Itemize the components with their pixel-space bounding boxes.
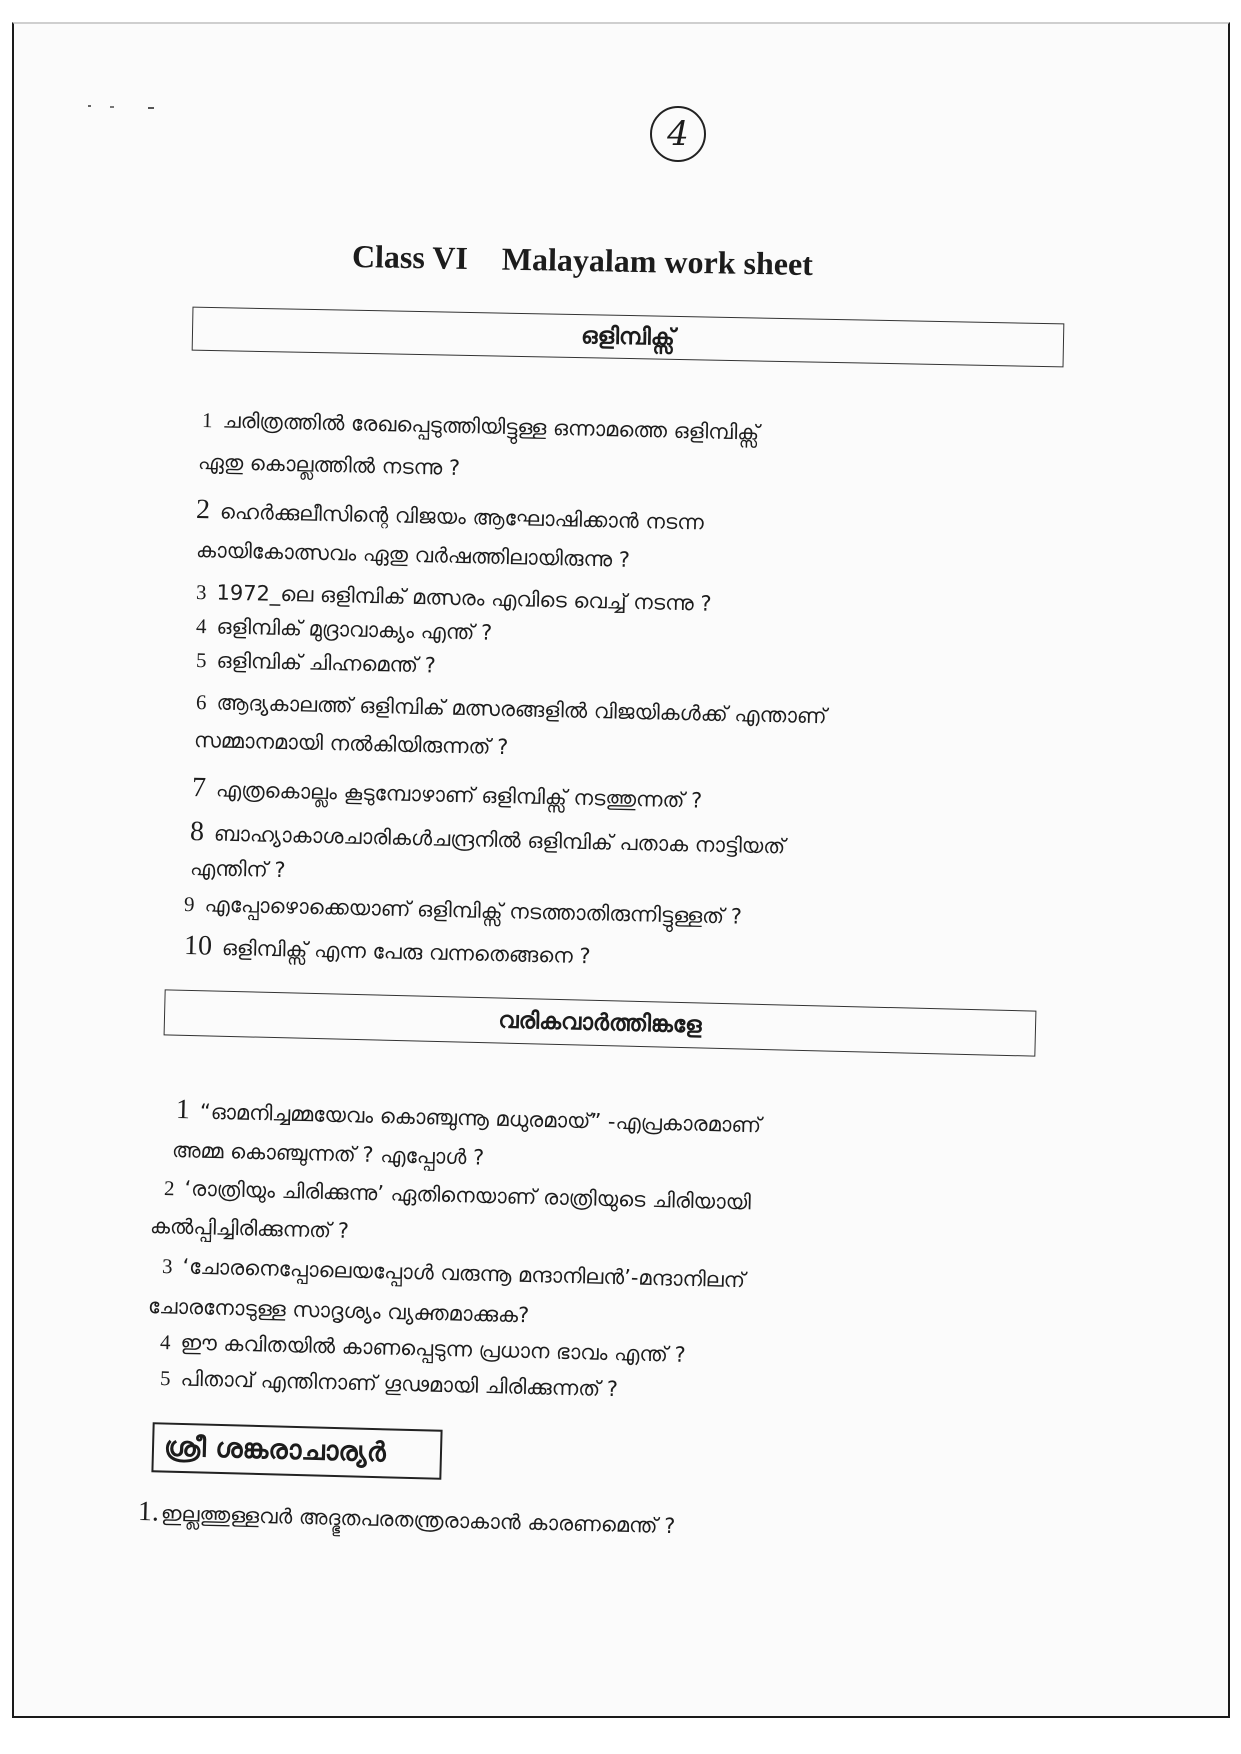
title-subject: Malayalam work sheet — [501, 240, 814, 283]
question-text: ‘രാത്രിയും ചിരിക്കുന്നു’ ഏതിനെയാണ് രാത്രിയുടെ ചിരിയായി — [184, 1176, 752, 1215]
question-number: 10 — [183, 930, 213, 962]
question-text: ഒളിമ്പിക് മുദ്രാവാക്യം എന്ത് ? — [216, 614, 493, 645]
question-text: എത്രകൊല്ലം കൂടുമ്പോഴാണ് ഒളിമ്പിക്സ് നടത്തുന്നത് ? — [215, 777, 703, 813]
question-number: 3 — [195, 580, 207, 605]
question-text-continued: ഏതു കൊല്ലത്തിൽ നടന്നു ? — [197, 450, 461, 480]
question-text-continued: കൽപ്പിച്ചിരിക്കുന്നത് ? — [149, 1214, 350, 1243]
question-text: എപ്പോഴൊക്കെയാണ് ഒളിമ്പിക്സ് നടത്താതിരുന്നിട്ടുള്ളത് ? — [204, 892, 743, 929]
question-text: പിതാവ് എന്തിനാണ് ഗൂഢമായി ചിരിക്കുന്നത് ? — [180, 1366, 619, 1402]
question-text-continued: അമ്മ കൊഞ്ചുന്നത് ? എപ്പോൾ ? — [171, 1138, 485, 1170]
question-text: ബാഹ്യാകാശചാരികൾചന്ദ്രനിൽ ഒളിമ്പിക് പതാക നാട്ടിയത് — [213, 821, 786, 859]
question-number: 2 — [195, 494, 211, 526]
question-text: “ഓമനിച്ചമ്മയേവം കൊഞ്ചുന്നൂ മധുരമായ്” -എപ്രകാരമാണ് — [199, 1099, 762, 1138]
page-number: 4 — [650, 106, 706, 162]
question-text: ആദ്യകാലത്ത് ഒളിമ്പിക് മത്സരങ്ങളിൽ വിജയികൾക്ക് എന്താണ് — [216, 690, 827, 729]
question-text: 1972_ലെ ഒളിമ്പിക് മത്സരം എവിടെ വെച്ച് നടന്നു ? — [216, 580, 712, 616]
question-text: ചരിത്രത്തിൽ രേഖപ്പെടുത്തിയിട്ടുള്ള ഒന്നാമത്തെ ഒളിമ്പിക്സ് — [222, 408, 760, 445]
question-number: 1. — [137, 1496, 160, 1528]
question-text: ഒളിമ്പിക് ചിഹ്നമെന്ത് ? — [216, 648, 437, 678]
question-number: 8 — [189, 816, 205, 848]
question-text: ‘ചോരനെപ്പോലെയപ്പോൾ വരുന്നൂ മന്ദാനിലൻ’-മന്ദാനിലന് — [182, 1254, 746, 1293]
question-number: 6 — [195, 690, 207, 715]
section-heading-text: ഒളിമ്പിക്സ് — [580, 323, 676, 351]
question-text: ഈ കവിതയിൽ കാണപ്പെടുന്ന പ്രധാന ഭാവം എന്ത് ? — [180, 1330, 686, 1367]
section-heading-sankaracharya — [151, 1422, 442, 1480]
question-text: ഒളിമ്പിക്സ് എന്ന പേരു വന്നതെങ്ങനെ ? — [221, 935, 591, 969]
question-number: 4 — [159, 1330, 171, 1355]
title-class: Class VI — [351, 238, 469, 277]
question-text: ഹെർക്കുലീസിന്റെ വിജയം ആഘോഷിക്കാൻ നടന്ന — [219, 499, 704, 535]
question-text: ഇല്ലത്തുള്ളവർ അദ്ഭുതപരതന്ത്രരാകാൻ കാരണമെന്ത് ? — [160, 1501, 676, 1539]
question-number: 9 — [183, 892, 195, 917]
question-number: 4 — [195, 614, 207, 639]
question-number: 5 — [195, 648, 207, 673]
question-number: 7 — [191, 772, 207, 804]
question-text-continued: ചോരനോടുള്ള സാദൃശ്യം വ്യക്തമാക്കുക? — [147, 1294, 530, 1328]
question-text-continued: സമ്മാനമായി നൽകിയിരുന്നത് ? — [193, 728, 509, 760]
question-number: 2 — [163, 1176, 175, 1201]
question-number: 5 — [159, 1366, 171, 1391]
question-text-continued: കായികോത്സവം ഏതു വർഷത്തിലായിരുന്നു ? — [195, 538, 631, 572]
question-number: 3 — [161, 1254, 173, 1279]
question-number: 1 — [201, 408, 213, 433]
question-number: 1 — [175, 1094, 191, 1126]
section-heading-text: ശ്രീ ശങ്കരാചാര്യർ — [163, 1431, 387, 1469]
question-text-continued: എന്തിന് ? — [189, 856, 286, 883]
section-heading-text: വരികവാർത്തിങ്കളേ — [498, 1007, 702, 1039]
scan-speck — [88, 102, 158, 110]
